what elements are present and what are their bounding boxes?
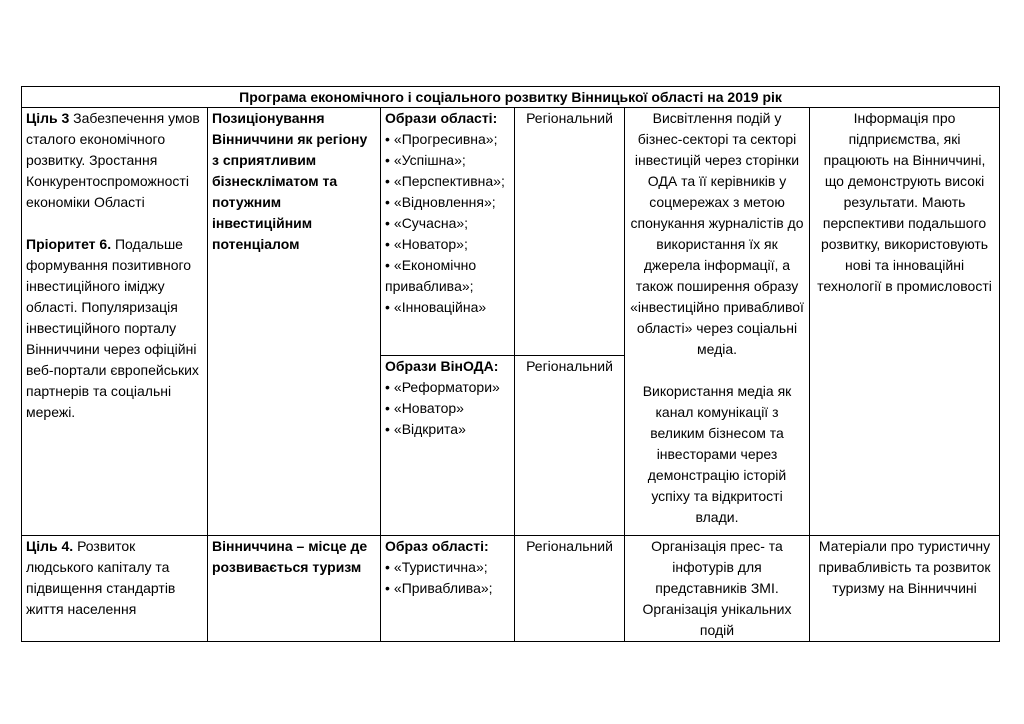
goal-3-text	[26, 108, 203, 213]
activity-text-1: Висвітлення подій у бізнес-секторі та секторі інвестицій через сторінки ОДА та її керівників у соцмережах з метою спонукання журналістів до використання їх як джерела інформації, а також поширення образу «інвестиційно привабливої області» через соціальні медіа.	[630, 110, 804, 357]
images-region-list	[385, 129, 510, 318]
priority-description: Подальше формування позитивного інвестиційного іміджу області. Популяризація інвестиційного порталу Вінниччини через офіційні веб-портали європейських партнерів та соціальні мережі.	[26, 236, 199, 420]
level-cell: Регіональний	[515, 108, 625, 356]
list-item: • «Приваблива»;	[385, 578, 510, 599]
list-item: • «Інноваційна»	[385, 297, 510, 318]
activity-text-2: Використання медіа як канал комунікації з великим бізнесом та інвесторами через демонстрацію історій успіху та відкритості влади.	[642, 383, 792, 525]
images-oda-title: Образи ВінОДА:	[385, 358, 499, 374]
images-region-title: Образи області:	[385, 110, 498, 126]
priority-6-text	[26, 234, 203, 423]
level-cell: Регіональний	[515, 356, 625, 536]
level-cell: Регіональний	[515, 536, 625, 642]
list-item: • «Реформатори»	[385, 377, 510, 398]
table-row	[22, 108, 1000, 356]
list-item: • «Туристична»;	[385, 557, 510, 578]
images-region-cell	[381, 536, 515, 642]
program-table	[21, 86, 1000, 642]
goal-label: Ціль 3	[26, 110, 70, 126]
goal-3-cell	[22, 108, 208, 536]
list-item: • «Новатор»;	[385, 234, 510, 255]
positioning-cell: Вінниччина – місце де розвивається туризм	[208, 536, 381, 642]
images-region-cell	[381, 108, 515, 356]
images-region-list	[385, 557, 510, 599]
goal-description: Забезпечення умов сталого економічного розвитку. Зростання Конкурентоспроможності економіки Області	[26, 110, 200, 210]
list-item: • «Відновлення»;	[385, 192, 510, 213]
images-oda-list	[385, 377, 510, 440]
list-item: • «Прогресивна»;	[385, 129, 510, 150]
list-item: • «Новатор»	[385, 398, 510, 419]
goal-4-text	[26, 536, 203, 620]
list-item: • «Перспективна»;	[385, 171, 510, 192]
list-item: • «Відкрита»	[385, 419, 510, 440]
content-cell: Інформація про підприємства, які працюють на Вінниччині, що демонструють високі результати. Мають перспективи подальшого розвитку, використовують нові та інноваційні технології в промисловості	[810, 108, 1000, 536]
table-title-row	[22, 87, 1000, 108]
goal-label: Ціль 4.	[26, 538, 74, 554]
content-cell: Матеріали про туристичну привабливість та розвиток туризму на Вінниччині	[810, 536, 1000, 642]
goal-4-cell	[22, 536, 208, 642]
images-oda-cell	[381, 356, 515, 536]
table-title: Програма економічного і соціального розвитку Вінницької області на 2019 рік	[22, 87, 1000, 108]
list-item: • «Сучасна»;	[385, 213, 510, 234]
table-row	[22, 536, 1000, 642]
list-item: • «Економічно привабливa»;	[385, 255, 510, 297]
images-region-title: Образ області:	[385, 538, 489, 554]
positioning-cell: Позиціонування Вінниччини як регіону з сприятливим бізнескліматом та потужним інвестиційним потенціалом	[208, 108, 381, 536]
activity-cell	[625, 108, 810, 536]
activity-cell: Організація прес- та інфотурів для представників ЗМІ. Організація унікальних подій	[625, 536, 810, 642]
priority-label: Пріоритет 6.	[26, 236, 112, 252]
list-item: • «Успішна»;	[385, 150, 510, 171]
goal-description: Розвиток людського капіталу та підвищення стандартів життя населення	[26, 538, 176, 617]
